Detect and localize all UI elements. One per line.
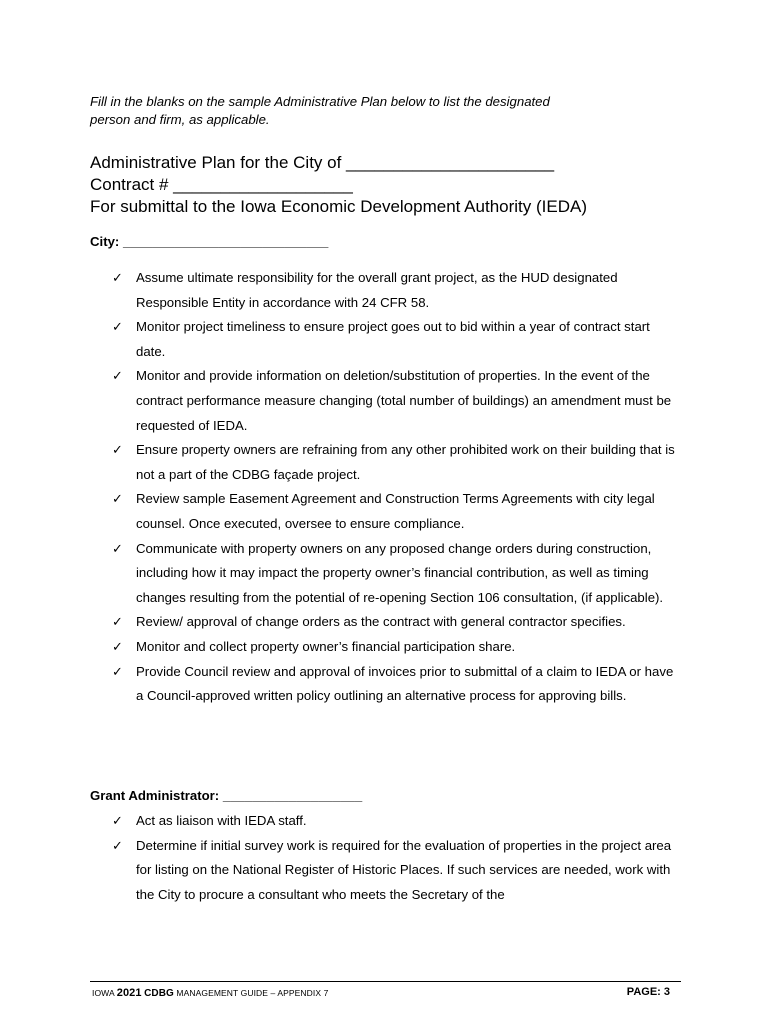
list-item: ✓ Monitor and provide information on deletion/substitution of properties. In the event of the contract performance measure changing (total number of buildings) an amendment must be requested of IEDA. [112, 364, 682, 438]
check-icon: ✓ [112, 319, 123, 335]
intro-line-1: Fill in the blanks on the sample Administrative Plan below to list the designated [90, 94, 550, 109]
heading-city-line: Administrative Plan for the City of ______________________ [90, 153, 555, 172]
list-item: ✓ Review/ approval of change orders as the contract with general contractor specifies. [112, 610, 682, 635]
check-icon: ✓ [112, 540, 123, 556]
list-item: ✓ Act as liaison with IEDA staff. [112, 809, 682, 834]
footer-divider [90, 981, 681, 982]
check-icon: ✓ [112, 614, 123, 630]
check-icon: ✓ [112, 663, 123, 679]
plan-heading [90, 152, 587, 218]
footer-guide-title: IOWA 2021 CDBG MANAGEMENT GUIDE – APPENDIX 7 [92, 987, 329, 999]
city-responsibilities-list [112, 266, 682, 709]
page-number: PAGE: 3 [626, 986, 670, 998]
list-item: ✓ Provide Council review and approval of invoices prior to submittal of a claim to IEDA or have a Council-approved written policy outlining an alternative process for approving bills. [112, 660, 682, 709]
list-item: ✓ Monitor project timeliness to ensure project goes out to bid within a year of contract start date. [112, 315, 682, 364]
city-section-label: City: ____________________________ [90, 234, 329, 249]
intro-line-2: person and firm, as applicable. [90, 112, 270, 127]
check-icon: ✓ [112, 491, 123, 507]
list-item: ✓ Ensure property owners are refraining from any other prohibited work on their building that is not a part of the CDBG façade project. [112, 438, 682, 487]
check-icon: ✓ [112, 837, 123, 853]
intro-instructions [90, 93, 650, 129]
heading-submittal-line: For submittal to the Iowa Economic Development Authority (IEDA) [90, 197, 587, 216]
list-item: ✓ Review sample Easement Agreement and Construction Terms Agreements with city legal counsel. Once executed, oversee to ensure compliance. [112, 487, 682, 536]
list-item: ✓ Monitor and collect property owner’s financial participation share. [112, 635, 682, 660]
check-icon: ✓ [112, 442, 123, 458]
list-item: ✓ Determine if initial survey work is required for the evaluation of properties in the project area for listing on the National Register of Historic Places. If such services are needed, work with the City to procure a consultant who meets the Secretary of the [112, 834, 682, 908]
grant-administrator-list [112, 809, 682, 907]
grant-administrator-label: Grant Administrator: ___________________ [90, 788, 363, 803]
check-icon: ✓ [112, 638, 123, 654]
list-item: ✓ Communicate with property owners on any proposed change orders during construction, including how it may impact the property owner’s financial contribution, as well as timing changes resulting from the potential of re-opening Section 106 consultation, (if applicable). [112, 537, 682, 611]
check-icon: ✓ [112, 270, 123, 285]
heading-contract-line: Contract # ___________________ [90, 175, 353, 194]
check-icon: ✓ [112, 813, 123, 828]
list-item: ✓ Assume ultimate responsibility for the overall grant project, as the HUD designated Responsible Entity in accordance with 24 CFR 58. [112, 266, 682, 315]
check-icon: ✓ [112, 368, 123, 384]
